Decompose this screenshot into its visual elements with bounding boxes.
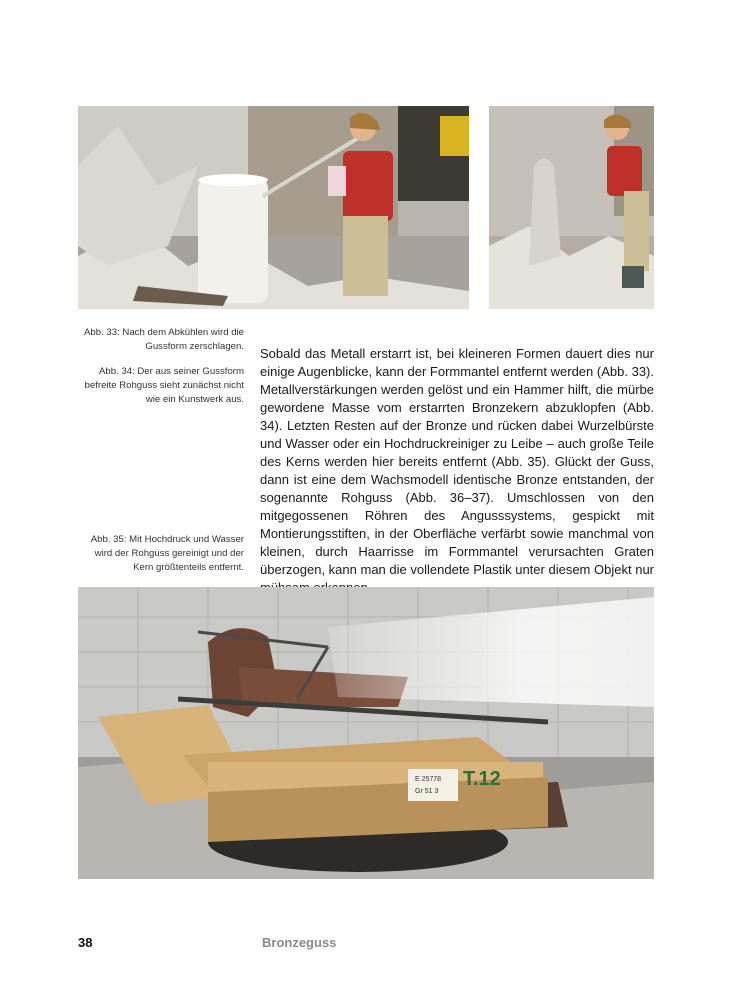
caption-abb-33: Abb. 33: Nach dem Abkühlen wird die Gussform zerschlagen.	[84, 327, 244, 352]
pallet-note-2: Gr 51 3	[415, 788, 439, 795]
body-paragraph: Sobald das Metall erstarrt ist, bei kleineren Formen dauert dies nur einige Augenblicke, kann der Formmantel entfernt werden (Abb. 33). Metallverstärkungen werden gelöst und ein Hammer hilft, die mürbe gewordene Masse vom erstarrten Bronzekern abzuklopfen (Abb. 34). Letzten Resten auf der Bronze und rücken dabei Wurzelbürste und Wasser oder ein Hochdruckreiniger zu Leibe – auch große Teile des Kerns werden hier bereits entfernt (Abb. 35). Glückt der Guss, dann ist eine dem Wachsmodell identische Bronze entstanden, der sogenannte Rohguss (Abb. 36–37). Umschlossen von den mitgegossenen Röhren des Angusssystems, gespickt mit Montierungsstiften, in der Oberfläche verfärbt sowie manchmal von kleinen, durch Haarrisse im Formmantel verursachten Graten überzogen, kann man die vollendete Plastik unter diesem Objekt nur	[260, 346, 654, 577]
pallet-note-1: E 25778	[415, 776, 442, 783]
photo-abb-34	[489, 106, 654, 309]
page-number: 38	[78, 935, 93, 950]
photo-abb-33	[78, 106, 469, 309]
pallet-tag: T.12	[463, 768, 501, 790]
caption-abb-35: Abb. 35: Mit Hochdruck und Wasser wird der Rohguss gereinigt und der Kern größtenteils entfernt.	[90, 534, 244, 573]
caption-abb-34: Abb. 34: Der aus seiner Gussform befreite Rohguss sieht zunächst nicht wie ein Kunstwerk aus.	[84, 366, 244, 405]
running-footer-title: Bronzeguss	[262, 935, 337, 950]
photo-abb-35	[78, 587, 654, 879]
